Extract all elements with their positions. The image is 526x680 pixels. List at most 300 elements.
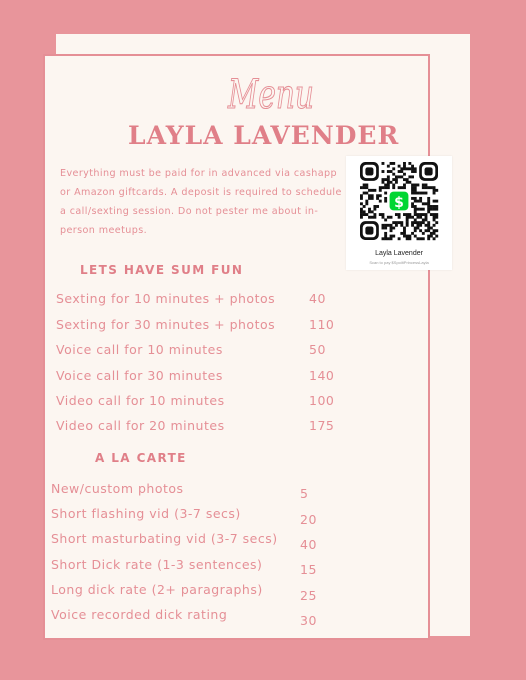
- qr-module: [408, 213, 411, 216]
- qr-module: [427, 235, 430, 238]
- qr-module: [398, 175, 401, 178]
- qr-module: [406, 216, 409, 219]
- qr-module: [414, 229, 417, 232]
- item-name: Short flashing vid (3-7 secs): [51, 506, 241, 521]
- qr-module: [430, 213, 433, 216]
- qr-module: [384, 218, 387, 221]
- qr-module: [416, 184, 419, 187]
- item-price: 110: [309, 317, 335, 332]
- qr-module: [373, 205, 376, 208]
- qr-finder: [419, 162, 438, 181]
- script-title-menu: [222, 64, 322, 128]
- qr-module: [384, 184, 387, 187]
- qr-module: [408, 216, 411, 219]
- qr-module: [425, 192, 428, 195]
- qr-module: [382, 162, 385, 165]
- qr-module: [403, 162, 406, 165]
- qr-module: [414, 170, 417, 173]
- qr-module: [430, 205, 433, 208]
- qr-module: [422, 202, 425, 205]
- qr-module: [425, 224, 428, 227]
- qr-module: [387, 216, 390, 219]
- qr-module: [382, 178, 385, 181]
- qr-module: [403, 213, 406, 216]
- qr-module: [427, 202, 430, 205]
- qr-module: [384, 192, 387, 195]
- qr-module: [368, 189, 371, 192]
- qr-module: [411, 167, 414, 170]
- qr-module: [398, 186, 401, 189]
- qr-module: [398, 165, 401, 168]
- qr-module: [392, 178, 395, 181]
- qr-module: [425, 202, 428, 205]
- qr-module: [408, 175, 411, 178]
- qr-module: [414, 213, 417, 216]
- qr-module: [414, 227, 417, 230]
- list-item: [0, 557, 526, 577]
- qr-module: [435, 216, 438, 219]
- qr-module: [433, 200, 436, 203]
- qr-module: [408, 237, 411, 240]
- qr-module: [406, 235, 409, 238]
- qr-module: [360, 216, 363, 219]
- qr-module: [414, 205, 417, 208]
- item-price: 140: [309, 368, 335, 383]
- qr-module: [382, 237, 385, 240]
- qr-module: [390, 235, 393, 238]
- qr-module: [425, 229, 428, 232]
- qr-module: [387, 178, 390, 181]
- item-price: 25: [300, 588, 317, 603]
- qr-module: [433, 232, 436, 235]
- list-item: [0, 531, 526, 551]
- list-item: [0, 481, 526, 501]
- qr-module: [365, 213, 368, 216]
- qr-module: [390, 162, 393, 165]
- qr-module: [400, 232, 403, 235]
- qr-module: [363, 210, 366, 213]
- item-name: Long dick rate (2+ paragraphs): [51, 582, 263, 597]
- qr-module: [435, 200, 438, 203]
- qr-module: [373, 213, 376, 216]
- qr-module: [395, 213, 398, 216]
- qr-module: [403, 235, 406, 238]
- qr-module: [392, 173, 395, 176]
- item-price: 30: [300, 613, 317, 628]
- qr-module: [430, 186, 433, 189]
- qr-module: [390, 237, 393, 240]
- qr-module: [422, 218, 425, 221]
- qr-module: [411, 224, 414, 227]
- qr-module: [403, 186, 406, 189]
- qr-module: [406, 181, 409, 184]
- qr-module: [435, 205, 438, 208]
- qr-module: [384, 224, 387, 227]
- qr-module: [371, 197, 374, 200]
- qr-module: [422, 232, 425, 235]
- qr-module: [416, 221, 419, 224]
- qr-module: [422, 213, 425, 216]
- qr-module: [392, 184, 395, 187]
- qr-module: [371, 194, 374, 197]
- qr-module: [387, 165, 390, 168]
- qr-module: [419, 208, 422, 211]
- qr-module: [363, 205, 366, 208]
- qr-module: [382, 216, 385, 219]
- list-item: [0, 506, 526, 526]
- qr-module: [430, 232, 433, 235]
- qr-module: [406, 167, 409, 170]
- qr-module: [422, 186, 425, 189]
- qr-module: [433, 216, 436, 219]
- qr-module: [363, 184, 366, 187]
- item-price: 40: [300, 537, 317, 552]
- qr-module: [390, 216, 393, 219]
- qr-module: [371, 210, 374, 213]
- qr-module: [392, 227, 395, 230]
- qr-module: [430, 227, 433, 230]
- item-price: 5: [300, 486, 309, 501]
- qr-module: [384, 200, 387, 203]
- qr-module: [379, 194, 382, 197]
- qr-module: [376, 205, 379, 208]
- item-name: Video call for 20 minutes: [56, 418, 225, 433]
- qr-module: [395, 181, 398, 184]
- item-name: Short masturbating vid (3-7 secs): [51, 531, 278, 546]
- qr-module: [427, 200, 430, 203]
- item-name: New/custom photos: [51, 481, 184, 496]
- qr-module: [368, 197, 371, 200]
- qr-module: [387, 170, 390, 173]
- qr-module: [427, 205, 430, 208]
- qr-module: [427, 221, 430, 224]
- qr-module: [400, 224, 403, 227]
- qr-module: [376, 194, 379, 197]
- qr-module: [430, 208, 433, 211]
- qr-module: [400, 221, 403, 224]
- qr-module: [403, 167, 406, 170]
- qr-module: [414, 218, 417, 221]
- qr-module: [395, 178, 398, 181]
- list-item: [0, 418, 526, 438]
- qr-module: [435, 208, 438, 211]
- qr-module: [392, 167, 395, 170]
- qr-module: [427, 186, 430, 189]
- qr-module: [376, 197, 379, 200]
- qr-module: [427, 224, 430, 227]
- qr-module: [408, 235, 411, 238]
- qr-module: [411, 184, 414, 187]
- qr-module: [387, 184, 390, 187]
- qr-module: [384, 235, 387, 238]
- qr-module: [384, 227, 387, 230]
- qr-module: [433, 224, 436, 227]
- qr-module: [395, 175, 398, 178]
- qr-module: [363, 186, 366, 189]
- item-price: 15: [300, 562, 317, 577]
- qr-module: [430, 235, 433, 238]
- qr-module: [403, 229, 406, 232]
- qr-module: [427, 229, 430, 232]
- qr-module: [433, 208, 436, 211]
- dollar-glyph: $: [394, 195, 404, 212]
- list-item: [0, 582, 526, 602]
- qr-module: [414, 210, 417, 213]
- qr-module: [387, 181, 390, 184]
- list-item: [0, 342, 526, 362]
- qr-module: [419, 200, 422, 203]
- qr-finder: [360, 162, 379, 181]
- qr-module: [360, 194, 363, 197]
- qr-module: [379, 200, 382, 203]
- qr-module: [411, 175, 414, 178]
- qr-module: [398, 237, 401, 240]
- qr-module: [390, 181, 393, 184]
- qr-module: [403, 173, 406, 176]
- qr-code[interactable]: [360, 162, 438, 240]
- qr-module: [395, 224, 398, 227]
- qr-module: [387, 224, 390, 227]
- item-name: Voice call for 30 minutes: [56, 368, 223, 383]
- item-price: 20: [300, 512, 317, 527]
- qr-module: [425, 213, 428, 216]
- qr-module: [433, 189, 436, 192]
- qr-module: [379, 213, 382, 216]
- qr-module: [403, 184, 406, 187]
- qr-module: [365, 200, 368, 203]
- qr-module: [390, 229, 393, 232]
- qr-module: [379, 189, 382, 192]
- qr-module: [414, 197, 417, 200]
- item-name: Video call for 10 minutes: [56, 393, 225, 408]
- list-item: [0, 393, 526, 413]
- qr-module: [406, 221, 409, 224]
- qr-module: [419, 224, 422, 227]
- qr-module: [411, 189, 414, 192]
- qr-module: [425, 216, 428, 219]
- qr-module: [408, 181, 411, 184]
- qr-module: [419, 221, 422, 224]
- qr-module: [384, 232, 387, 235]
- qr-module: [411, 186, 414, 189]
- intro-paragraph: Everything must be paid for in advanced via cashapp or Amazon giftcards. A deposit is required to schedule a call/sexting session. Do not pester me about in-person meetups.: [60, 168, 342, 236]
- svg-text:Menu: Menu: [227, 72, 314, 118]
- qr-module: [392, 162, 395, 165]
- qr-module: [373, 189, 376, 192]
- qr-module: [406, 213, 409, 216]
- item-name: Short Dick rate (1-3 sentences): [51, 557, 263, 572]
- qr-module: [392, 235, 395, 238]
- qr-module: [425, 186, 428, 189]
- qr-module: [414, 200, 417, 203]
- qr-module: [411, 216, 414, 219]
- qr-module: [416, 227, 419, 230]
- qr-module: [395, 221, 398, 224]
- qr-module: [387, 237, 390, 240]
- section-heading-a-la-carte: A LA CARTE: [95, 451, 187, 465]
- qr-module: [403, 227, 406, 230]
- qr-module: [360, 210, 363, 213]
- section-heading-fun: LETS HAVE SUM FUN: [80, 263, 244, 277]
- qr-module: [398, 216, 401, 219]
- qr-module: [403, 165, 406, 168]
- item-name: Voice call for 10 minutes: [56, 342, 223, 357]
- qr-module: [384, 197, 387, 200]
- qr-module: [406, 218, 409, 221]
- qr-module: [363, 192, 366, 195]
- qr-module: [414, 235, 417, 238]
- qr-module: [422, 221, 425, 224]
- qr-module: [411, 232, 414, 235]
- list-item: [0, 368, 526, 388]
- qr-module: [400, 175, 403, 178]
- qr-module: [360, 202, 363, 205]
- qr-module: [411, 197, 414, 200]
- qr-module: [365, 192, 368, 195]
- qr-module: [360, 197, 363, 200]
- qr-module: [368, 210, 371, 213]
- qr-module: [416, 216, 419, 219]
- qr-module: [387, 175, 390, 178]
- qr-module: [419, 192, 422, 195]
- qr-module: [387, 186, 390, 189]
- qr-module: [382, 224, 385, 227]
- qr-module: [416, 208, 419, 211]
- qr-module: [360, 213, 363, 216]
- qr-module: [416, 200, 419, 203]
- qr-name: Layla Lavender: [375, 250, 423, 257]
- qr-module: [392, 221, 395, 224]
- qr-module: [419, 237, 422, 240]
- qr-module: [379, 186, 382, 189]
- qr-module: [406, 224, 409, 227]
- item-name: Sexting for 10 minutes + photos: [56, 291, 276, 306]
- qr-module: [419, 229, 422, 232]
- qr-module: [398, 213, 401, 216]
- qr-module: [406, 178, 409, 181]
- qr-module: [371, 189, 374, 192]
- qr-module: [392, 186, 395, 189]
- qr-module: [382, 213, 385, 216]
- qr-module: [398, 170, 401, 173]
- qr-module: [406, 237, 409, 240]
- qr-module: [416, 213, 419, 216]
- qr-module: [368, 208, 371, 211]
- qr-module: [390, 227, 393, 230]
- qr-module: [411, 205, 414, 208]
- qr-module: [400, 167, 403, 170]
- qr-module: [422, 208, 425, 211]
- cashapp-qr-card[interactable]: [346, 156, 452, 270]
- qr-module: [400, 186, 403, 189]
- qr-module: [365, 202, 368, 205]
- qr-module: [427, 208, 430, 211]
- qr-module: [371, 216, 374, 219]
- qr-module: [384, 237, 387, 240]
- qr-module: [416, 192, 419, 195]
- qr-module: [398, 221, 401, 224]
- qr-module: [400, 170, 403, 173]
- qr-module: [390, 224, 393, 227]
- item-price: 50: [309, 342, 326, 357]
- qr-module: [433, 213, 436, 216]
- qr-module: [433, 186, 436, 189]
- qr-module: [403, 178, 406, 181]
- qr-module: [411, 221, 414, 224]
- qr-module: [382, 227, 385, 230]
- list-item: [0, 317, 526, 337]
- qr-module: [368, 194, 371, 197]
- qr-module: [416, 237, 419, 240]
- qr-module: [427, 227, 430, 230]
- qr-module: [373, 216, 376, 219]
- item-name: Sexting for 30 minutes + photos: [56, 317, 276, 332]
- qr-module: [368, 216, 371, 219]
- qr-module: [390, 170, 393, 173]
- qr-module: [414, 192, 417, 195]
- qr-module: [414, 184, 417, 187]
- qr-module: [435, 213, 438, 216]
- qr-module: [416, 224, 419, 227]
- qr-module: [365, 186, 368, 189]
- qr-module: [384, 178, 387, 181]
- qr-module: [360, 186, 363, 189]
- qr-module: [411, 170, 414, 173]
- qr-module: [414, 221, 417, 224]
- qr-module: [414, 208, 417, 211]
- qr-module: [425, 218, 428, 221]
- item-price: 100: [309, 393, 335, 408]
- qr-caption: Scan to pay $SpoiltPrincessLayla: [369, 260, 429, 265]
- list-item: [0, 607, 526, 627]
- qr-module: [419, 216, 422, 219]
- qr-module: [360, 208, 363, 211]
- qr-module: [414, 189, 417, 192]
- qr-module: [408, 162, 411, 165]
- qr-module: [433, 229, 436, 232]
- qr-module: [382, 186, 385, 189]
- qr-module: [365, 184, 368, 187]
- qr-module: [411, 202, 414, 205]
- qr-module: [382, 170, 385, 173]
- qr-module: [414, 186, 417, 189]
- qr-module: [411, 192, 414, 195]
- qr-module: [435, 229, 438, 232]
- qr-module: [419, 197, 422, 200]
- item-price: 175: [309, 418, 335, 433]
- qr-module: [435, 235, 438, 238]
- qr-module: [435, 221, 438, 224]
- qr-module: [373, 208, 376, 211]
- list-item: [0, 291, 526, 311]
- qr-module: [384, 186, 387, 189]
- qr-module: [435, 189, 438, 192]
- qr-module: [433, 218, 436, 221]
- qr-module: [427, 237, 430, 240]
- qr-module: [433, 205, 436, 208]
- qr-finder: [360, 221, 379, 240]
- qr-module: [422, 184, 425, 187]
- qr-module: [427, 197, 430, 200]
- qr-module: [403, 232, 406, 235]
- qr-module: [427, 210, 430, 213]
- qr-module: [419, 213, 422, 216]
- qr-module: [408, 167, 411, 170]
- item-price: 40: [309, 291, 326, 306]
- qr-module: [411, 165, 414, 168]
- qr-module: [425, 184, 428, 187]
- qr-module: [433, 192, 436, 195]
